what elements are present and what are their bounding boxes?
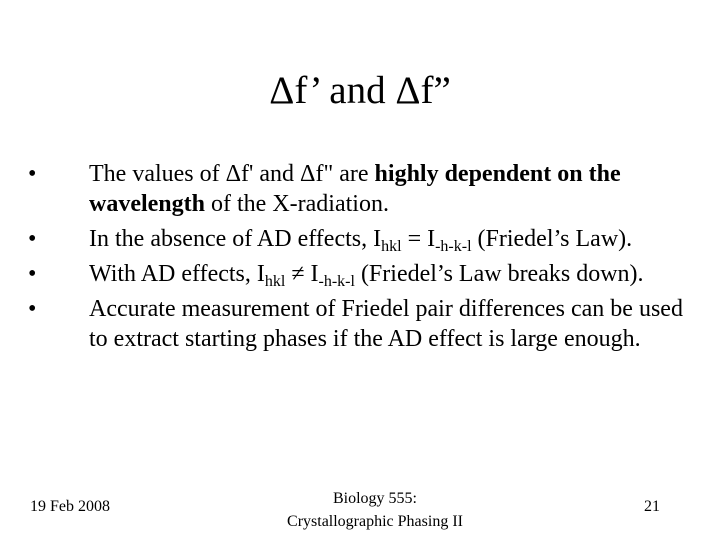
- footer-course-line2: Crystallographic Phasing II: [287, 513, 463, 530]
- slide-title: Δf’ and Δf”: [269, 69, 451, 112]
- bullet-text: = I: [401, 226, 436, 252]
- bullet-friedel-pair-phases: [28, 294, 688, 354]
- footer-course-line1: Biology 555:: [332, 490, 417, 507]
- bullet-friedel-law-breaks: [28, 259, 688, 289]
- subscript-minus-hkl: -h-k-l: [435, 238, 472, 255]
- bullet-text: (Friedel’s Law).: [471, 226, 633, 252]
- bullet-text: of the X-radiation.: [205, 191, 389, 217]
- bullet-emphasis: highly dependent on the wavelength: [89, 161, 621, 217]
- bullet-marker: •: [28, 226, 37, 252]
- bullet-text: The values of Δf' and Δf" are: [89, 161, 375, 187]
- subscript-minus-hkl: -h-k-l: [318, 273, 355, 290]
- subscript-hkl: hkl: [381, 238, 402, 255]
- footer-course: [250, 487, 500, 533]
- bullet-friedel-law: [28, 224, 688, 254]
- bullet-text: Accurate measurement of Friedel pair differences can be used to extract starting phases if the AD effect is large enough.: [89, 296, 683, 352]
- bullet-list: [28, 159, 688, 359]
- page-number: 21: [644, 498, 660, 515]
- bullet-text: ≠ I: [285, 261, 319, 287]
- bullet-text: (Friedel’s Law breaks down).: [354, 261, 644, 287]
- subscript-hkl: hkl: [264, 273, 286, 290]
- bullet-wavelength-dependence: [28, 159, 688, 219]
- bullet-marker: •: [28, 296, 37, 322]
- bullet-marker: •: [28, 261, 37, 287]
- bullet-text: With AD effects, I: [89, 261, 265, 287]
- bullet-marker: •: [28, 161, 37, 187]
- bullet-text: In the absence of AD effects, I: [89, 226, 382, 252]
- footer-date: 19 Feb 2008: [30, 498, 110, 515]
